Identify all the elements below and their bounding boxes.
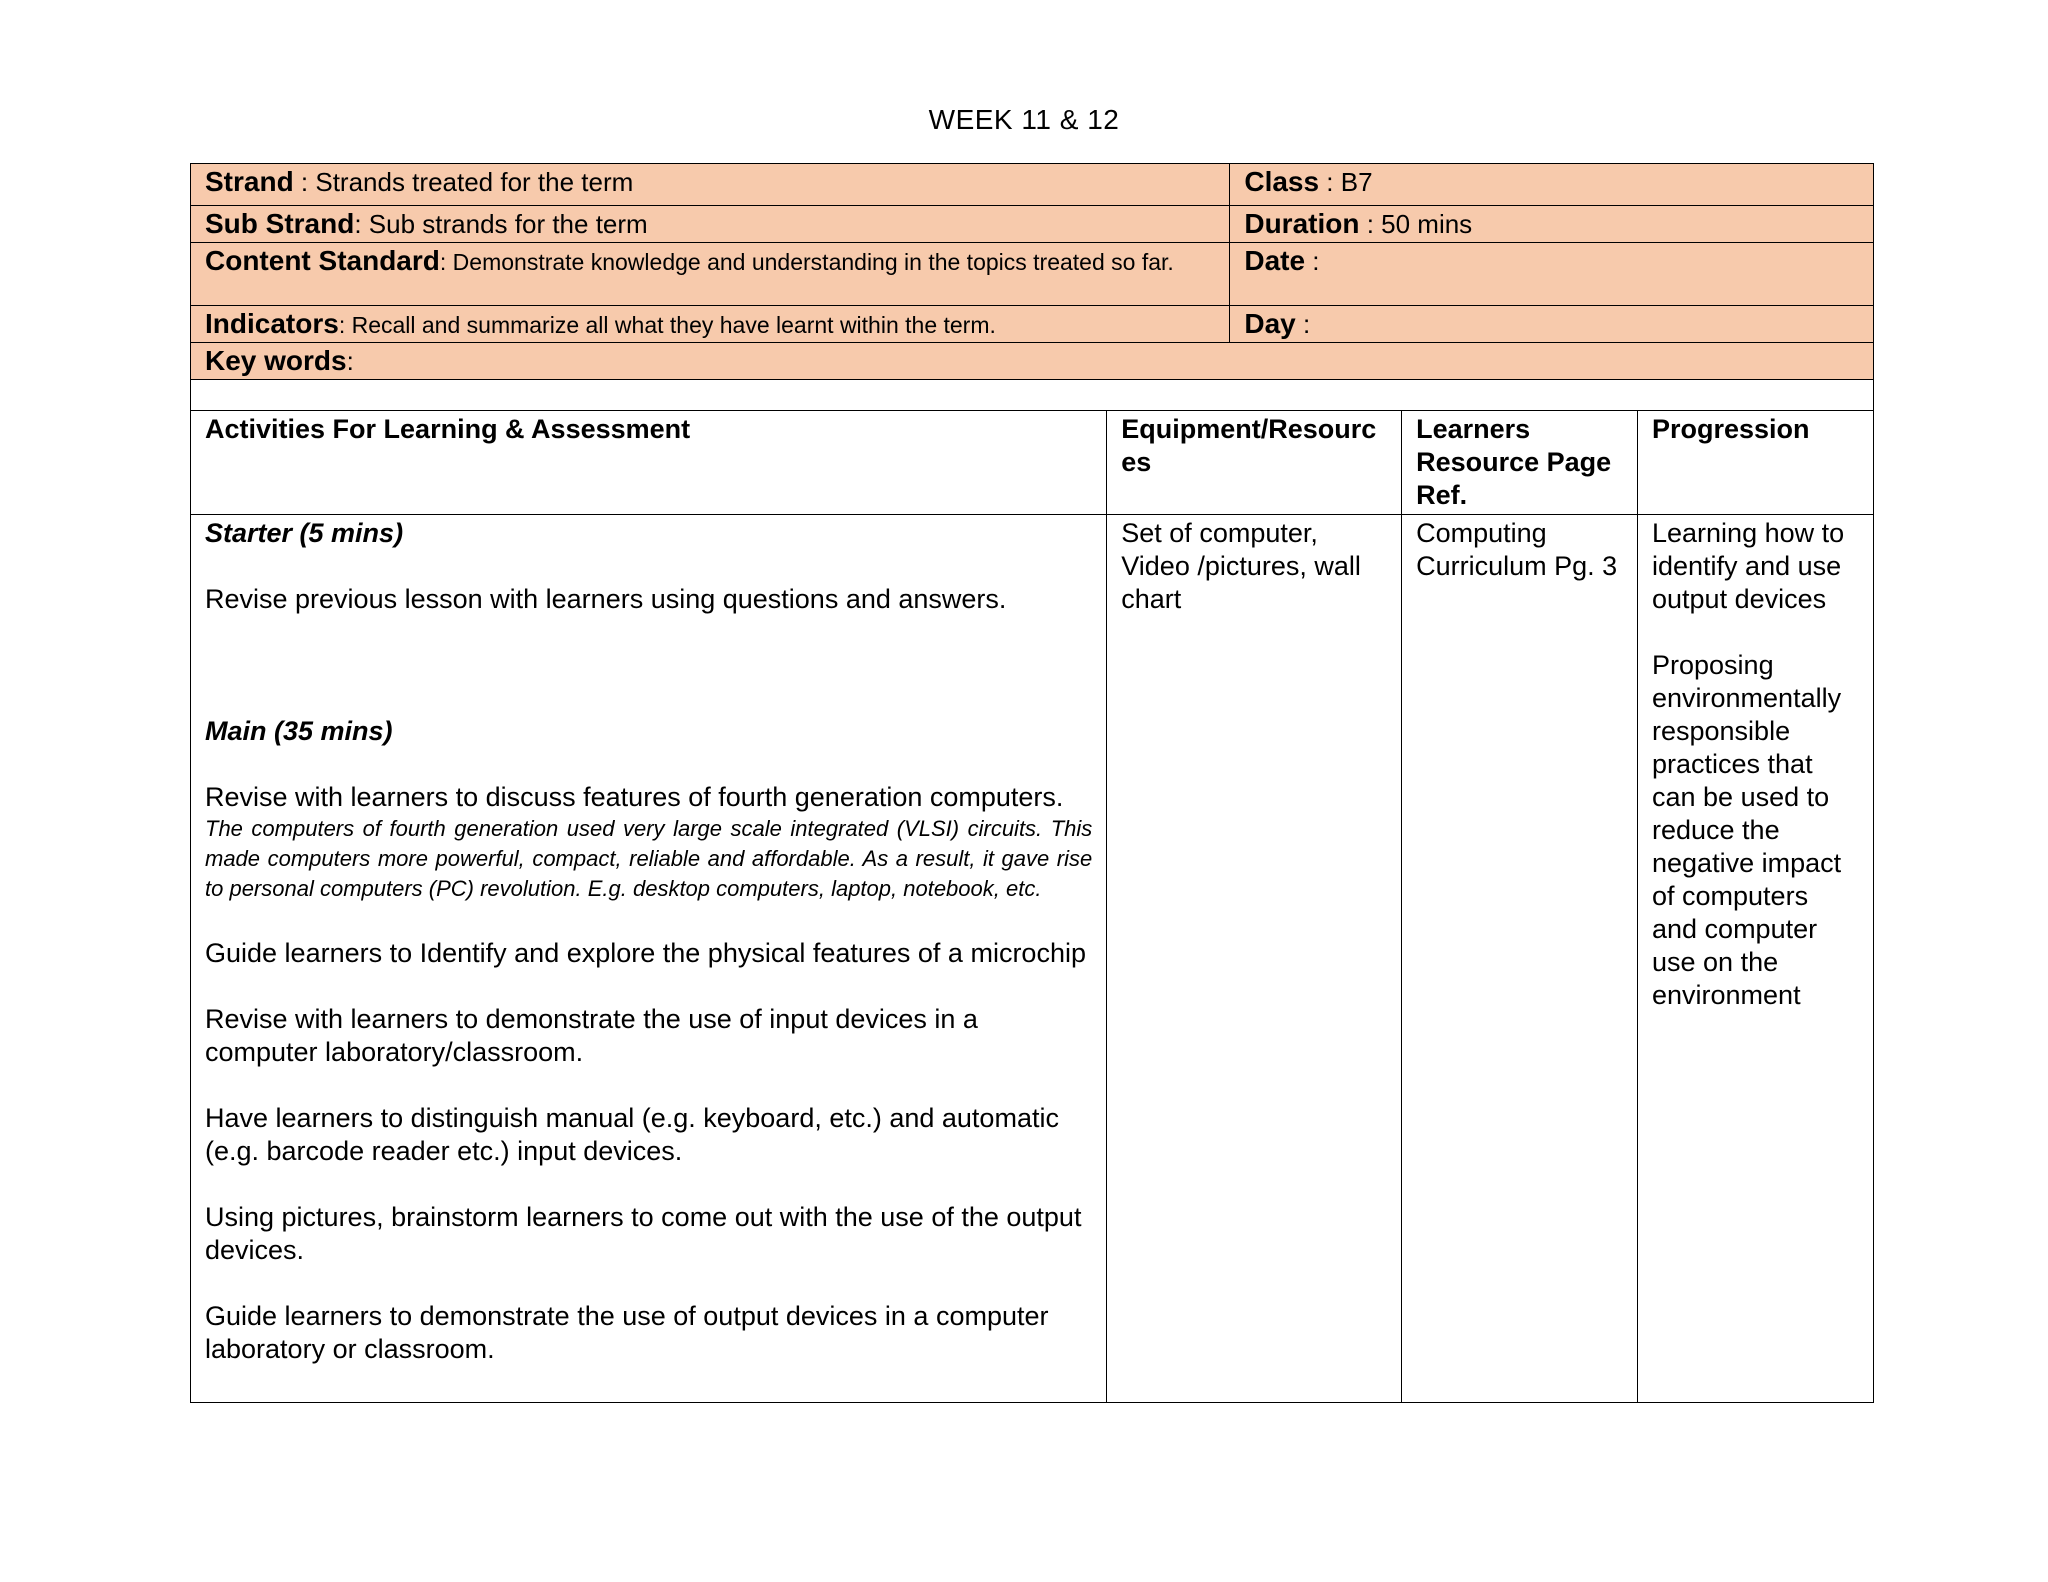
main-activity-2: Guide learners to Identify and explore the physical features of a microchip xyxy=(205,938,1086,968)
content-standard-cell xyxy=(191,243,1230,306)
col-activities-header: Activities For Learning & Assessment xyxy=(191,411,1107,515)
sub-strand-cell xyxy=(191,206,1230,243)
starter-heading: Starter (5 mins) xyxy=(205,518,404,548)
keywords-label: Key words xyxy=(205,345,347,376)
main-activity-1: Revise with learners to discuss features of fourth generation computers. xyxy=(205,782,1064,812)
strand-cell xyxy=(191,164,1230,206)
resource-ref-cell: Computing Curriculum Pg. 3 xyxy=(1402,515,1638,1403)
progression-item-1: Learning how to identify and use output devices xyxy=(1652,518,1845,614)
col-equipment-header: Equipment/Resources xyxy=(1107,411,1402,515)
day-cell xyxy=(1230,306,1874,343)
indicators-label: Indicators xyxy=(205,308,339,339)
main-activity-5: Using pictures, brainstorm learners to come out with the use of the output devices. xyxy=(205,1202,1082,1265)
class-cell xyxy=(1230,164,1874,206)
col-resource-ref-header: Learners Resource Page Ref. xyxy=(1402,411,1638,515)
day-label: Day xyxy=(1244,308,1296,339)
duration-value: : 50 mins xyxy=(1359,209,1473,239)
class-label: Class xyxy=(1244,166,1320,197)
activities-cell xyxy=(191,515,1107,1403)
indicators-value: : Recall and summarize all what they have learnt within the term. xyxy=(338,312,996,338)
keywords-value: : xyxy=(346,346,354,376)
sub-strand-value: : Sub strands for the term xyxy=(354,209,648,239)
equipment-cell: Set of computer, Video /pictures, wall chart xyxy=(1107,515,1402,1403)
date-label: Date xyxy=(1244,245,1306,276)
main-activity-4: Have learners to distinguish manual (e.g. keyboard, etc.) and automatic (e.g. barcode reader etc.) input devices. xyxy=(205,1103,1059,1166)
main-activity-3: Revise with learners to demonstrate the use of input devices in a computer laboratory/classroom. xyxy=(205,1004,978,1067)
strand-label: Strand xyxy=(205,166,294,197)
content-standard-value: : Demonstrate knowledge and understanding in the topics treated so far. xyxy=(439,249,1174,275)
main-heading: Main (35 mins) xyxy=(205,716,393,746)
class-value: : B7 xyxy=(1319,167,1373,197)
indicators-cell xyxy=(191,306,1230,343)
duration-cell xyxy=(1230,206,1874,243)
duration-label: Duration xyxy=(1244,208,1360,239)
date-value: : xyxy=(1305,246,1320,276)
col-progression-header: Progression xyxy=(1638,411,1874,515)
activities-table xyxy=(190,410,1874,1403)
lesson-header-table xyxy=(190,163,1874,415)
main-activity-6: Guide learners to demonstrate the use of output devices in a computer laboratory or classroom. xyxy=(205,1301,1049,1364)
progression-item-2: Proposing environmentally responsible practices that can be used to reduce the negative impact of computers and computer use on the environment xyxy=(1652,650,1842,1010)
keywords-cell xyxy=(191,343,1874,380)
strand-value: : Strands treated for the term xyxy=(293,167,634,197)
main-activity-1-note: The computers of fourth generation used very large scale integrated (VLSI) circuits. This made computers more powerful, compact, reliable and affordable. As a result, it gave rise to personal computers (PC) revolution. E.g. desktop computers, laptop, notebook, etc. xyxy=(205,816,1093,901)
date-cell xyxy=(1230,243,1874,306)
day-value: : xyxy=(1295,309,1311,339)
progression-cell xyxy=(1638,515,1874,1403)
content-standard-label: Content Standard xyxy=(205,245,440,276)
starter-text: Revise previous lesson with learners using questions and answers. xyxy=(205,584,1007,614)
page-title: WEEK 11 & 12 xyxy=(928,104,1120,135)
sub-strand-label: Sub Strand xyxy=(205,208,355,239)
